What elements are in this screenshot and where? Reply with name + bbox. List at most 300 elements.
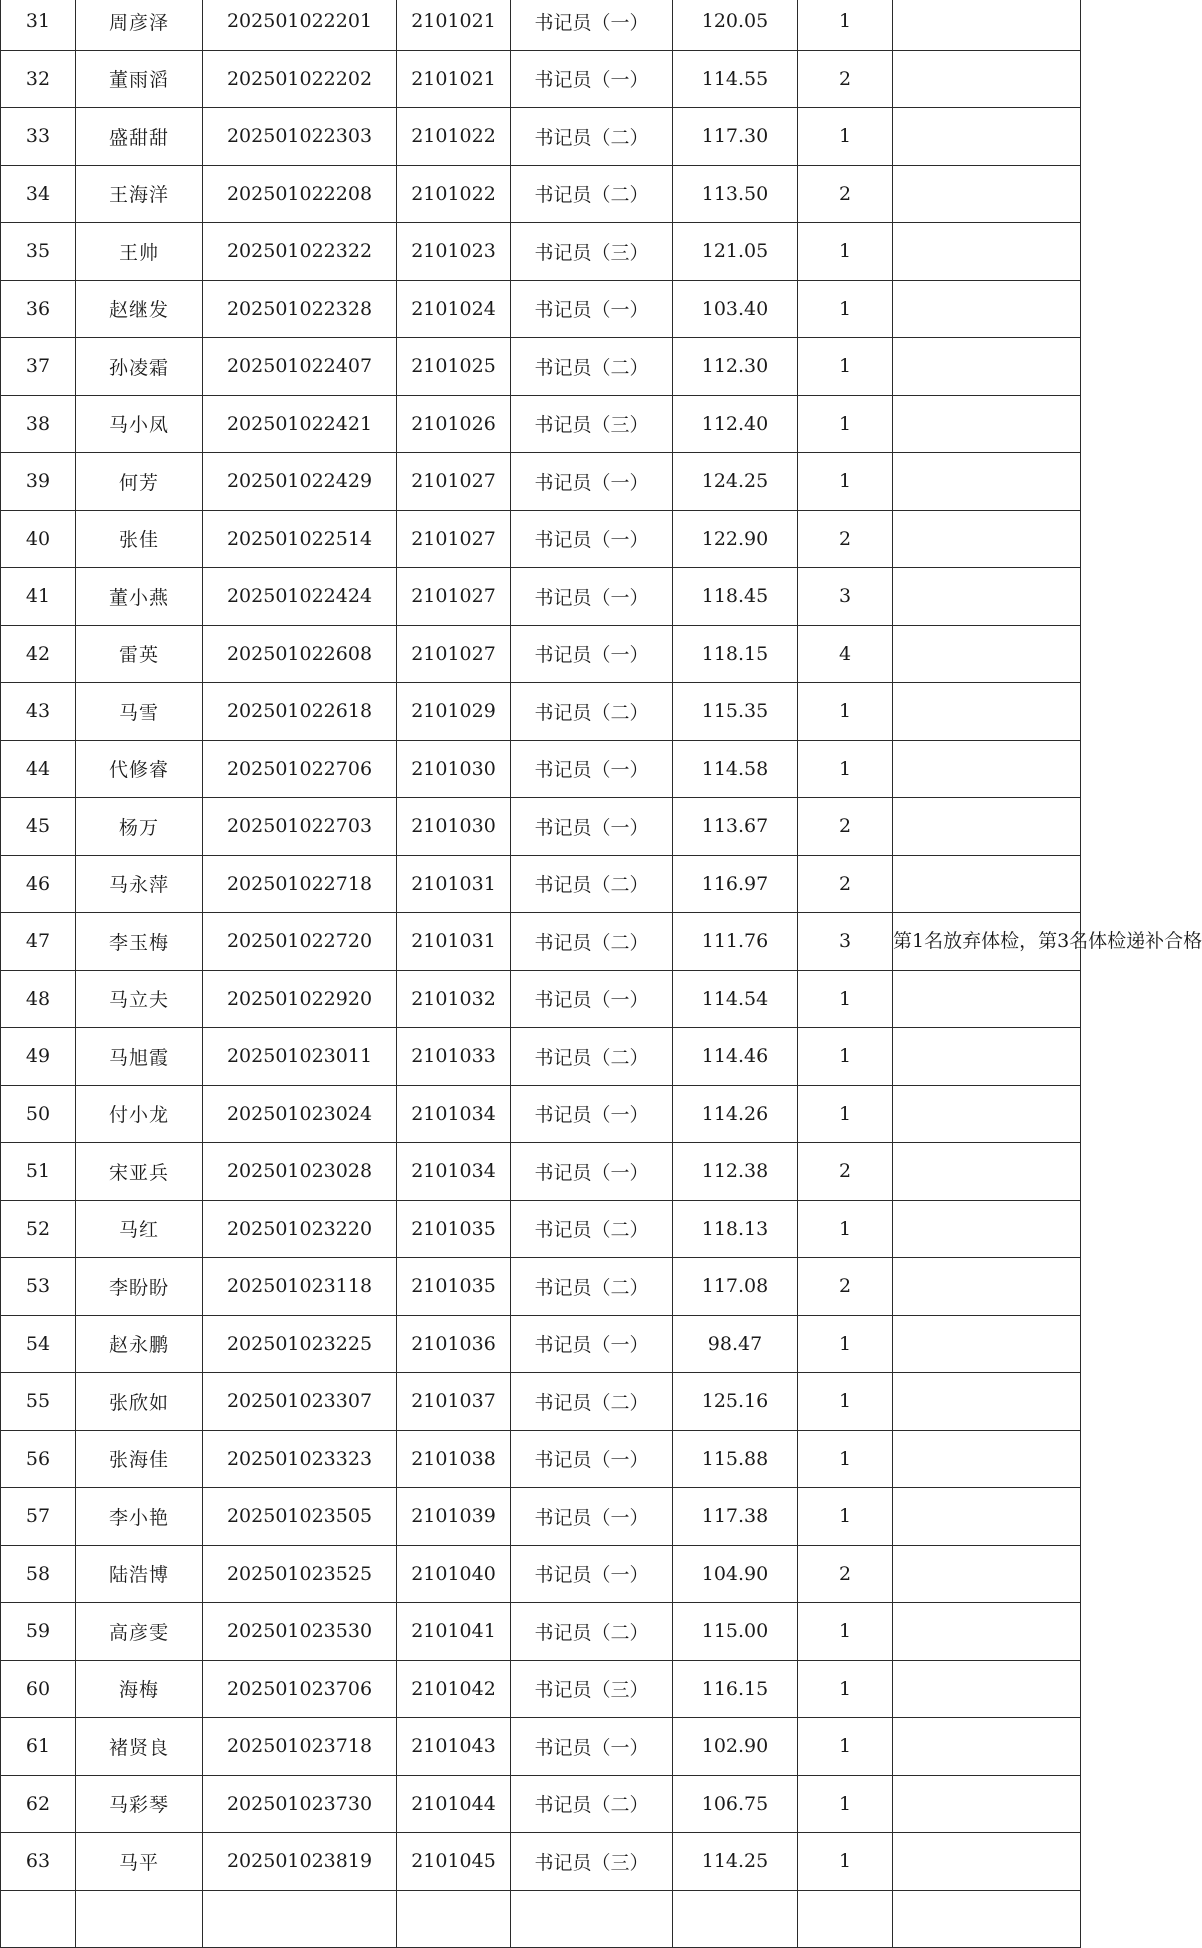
post-name-cell: 书记员（一） xyxy=(511,1143,673,1201)
total-score-cell: 103.40 xyxy=(673,280,798,338)
serial-number-cell: 31 xyxy=(1,0,76,50)
exam-id-cell: 202501022720 xyxy=(203,913,397,971)
rank-cell: 1 xyxy=(798,1603,893,1661)
post-name-cell: 书记员（三） xyxy=(511,223,673,281)
table-row xyxy=(1,1143,1081,1201)
serial-number-cell: 60 xyxy=(1,1660,76,1718)
post-name-cell: 书记员（三） xyxy=(511,1833,673,1891)
post-code-cell: 2101027 xyxy=(397,625,511,683)
post-code-cell: 2101023 xyxy=(397,223,511,281)
remark-cell xyxy=(893,855,1081,913)
total-score-cell: 118.15 xyxy=(673,625,798,683)
table-row xyxy=(1,1718,1081,1776)
candidate-name-cell: 马立夫 xyxy=(76,970,203,1028)
serial-number-cell: 57 xyxy=(1,1488,76,1546)
candidate-name-cell: 马旭霞 xyxy=(76,1028,203,1086)
serial-number-cell: 59 xyxy=(1,1603,76,1661)
rank-cell: 2 xyxy=(798,855,893,913)
remark-cell xyxy=(893,625,1081,683)
post-name-cell: 书记员（一） xyxy=(511,50,673,108)
remark-cell xyxy=(893,1660,1081,1718)
serial-number-cell: 43 xyxy=(1,683,76,741)
post-code-cell: 2101035 xyxy=(397,1258,511,1316)
total-score-cell: 112.38 xyxy=(673,1143,798,1201)
exam-id-cell: 202501023028 xyxy=(203,1143,397,1201)
exam-id-cell: 202501022920 xyxy=(203,970,397,1028)
rank-cell: 1 xyxy=(798,395,893,453)
serial-number-cell: 36 xyxy=(1,280,76,338)
post-name-cell-empty xyxy=(511,1890,673,1947)
table-row xyxy=(1,395,1081,453)
candidate-name-cell: 代修睿 xyxy=(76,740,203,798)
post-name-cell: 书记员（一） xyxy=(511,0,673,50)
table-row xyxy=(1,1660,1081,1718)
post-code-cell: 2101032 xyxy=(397,970,511,1028)
serial-number-cell: 33 xyxy=(1,108,76,166)
rank-cell: 1 xyxy=(798,683,893,741)
candidate-name-cell: 海梅 xyxy=(76,1660,203,1718)
remark-cell xyxy=(893,1085,1081,1143)
exam-id-cell: 202501022424 xyxy=(203,568,397,626)
exam-id-cell: 202501023024 xyxy=(203,1085,397,1143)
rank-cell: 1 xyxy=(798,740,893,798)
exam-id-cell-empty xyxy=(203,1890,397,1947)
exam-id-cell: 202501023220 xyxy=(203,1200,397,1258)
candidate-name-cell: 张欣如 xyxy=(76,1373,203,1431)
rank-cell: 1 xyxy=(798,108,893,166)
remark-cell: 第1名放弃体检，第3名体检递补合格 xyxy=(893,913,1081,971)
rank-cell: 1 xyxy=(798,1488,893,1546)
exam-id-cell: 202501022407 xyxy=(203,338,397,396)
post-name-cell: 书记员（二） xyxy=(511,108,673,166)
table-row xyxy=(1,683,1081,741)
post-name-cell: 书记员（二） xyxy=(511,1603,673,1661)
total-score-cell: 113.67 xyxy=(673,798,798,856)
candidate-name-cell: 雷英 xyxy=(76,625,203,683)
candidate-name-cell: 马红 xyxy=(76,1200,203,1258)
exam-id-cell: 202501022328 xyxy=(203,280,397,338)
post-code-cell: 2101033 xyxy=(397,1028,511,1086)
rank-cell: 1 xyxy=(798,1200,893,1258)
post-code-cell-empty xyxy=(397,1890,511,1947)
exam-id-cell: 202501022703 xyxy=(203,798,397,856)
post-code-cell: 2101038 xyxy=(397,1430,511,1488)
table-row xyxy=(1,1258,1081,1316)
rank-cell: 2 xyxy=(798,1258,893,1316)
remark-cell xyxy=(893,510,1081,568)
total-score-cell: 114.58 xyxy=(673,740,798,798)
exam-id-cell: 202501022202 xyxy=(203,50,397,108)
rank-cell: 2 xyxy=(798,1143,893,1201)
total-score-cell: 114.26 xyxy=(673,1085,798,1143)
post-code-cell: 2101036 xyxy=(397,1315,511,1373)
exam-id-cell: 202501022718 xyxy=(203,855,397,913)
remark-cell xyxy=(893,395,1081,453)
table-row xyxy=(1,1545,1081,1603)
post-code-cell: 2101027 xyxy=(397,453,511,511)
candidate-name-cell: 张海佳 xyxy=(76,1430,203,1488)
total-score-cell: 120.05 xyxy=(673,0,798,50)
serial-number-cell: 44 xyxy=(1,740,76,798)
rank-cell-empty xyxy=(798,1890,893,1947)
post-name-cell: 书记员（二） xyxy=(511,338,673,396)
post-code-cell: 2101034 xyxy=(397,1143,511,1201)
candidate-name-cell-empty xyxy=(76,1890,203,1947)
post-name-cell: 书记员（二） xyxy=(511,683,673,741)
post-name-cell: 书记员（一） xyxy=(511,1430,673,1488)
serial-number-cell: 51 xyxy=(1,1143,76,1201)
post-code-cell: 2101034 xyxy=(397,1085,511,1143)
exam-id-cell: 202501022201 xyxy=(203,0,397,50)
remark-cell xyxy=(893,1545,1081,1603)
rank-cell: 2 xyxy=(798,510,893,568)
serial-number-cell: 62 xyxy=(1,1775,76,1833)
post-name-cell: 书记员（一） xyxy=(511,798,673,856)
total-score-cell: 117.08 xyxy=(673,1258,798,1316)
total-score-cell: 113.50 xyxy=(673,165,798,223)
exam-id-cell: 202501023819 xyxy=(203,1833,397,1891)
exam-id-cell: 202501022429 xyxy=(203,453,397,511)
candidate-name-cell: 张佳 xyxy=(76,510,203,568)
post-code-cell: 2101022 xyxy=(397,108,511,166)
table-row xyxy=(1,1488,1081,1546)
total-score-cell: 111.76 xyxy=(673,913,798,971)
serial-number-cell: 48 xyxy=(1,970,76,1028)
total-score-cell: 114.55 xyxy=(673,50,798,108)
exam-id-cell: 202501022322 xyxy=(203,223,397,281)
total-score-cell: 114.54 xyxy=(673,970,798,1028)
serial-number-cell: 32 xyxy=(1,50,76,108)
post-name-cell: 书记员（二） xyxy=(511,165,673,223)
remark-cell xyxy=(893,280,1081,338)
serial-number-cell: 55 xyxy=(1,1373,76,1431)
table-row xyxy=(1,50,1081,108)
post-name-cell: 书记员（三） xyxy=(511,1660,673,1718)
total-score-cell: 112.30 xyxy=(673,338,798,396)
remark-cell xyxy=(893,1143,1081,1201)
remark-cell xyxy=(893,798,1081,856)
post-code-cell: 2101030 xyxy=(397,798,511,856)
table-row xyxy=(1,0,1081,50)
post-code-cell: 2101021 xyxy=(397,50,511,108)
serial-number-cell: 49 xyxy=(1,1028,76,1086)
post-code-cell: 2101037 xyxy=(397,1373,511,1431)
candidate-name-cell: 王帅 xyxy=(76,223,203,281)
exam-id-cell: 202501022303 xyxy=(203,108,397,166)
post-code-cell: 2101022 xyxy=(397,165,511,223)
post-name-cell: 书记员（二） xyxy=(511,1258,673,1316)
remark-cell xyxy=(893,1833,1081,1891)
post-code-cell: 2101045 xyxy=(397,1833,511,1891)
total-score-cell: 112.40 xyxy=(673,395,798,453)
remark-cell xyxy=(893,1488,1081,1546)
post-name-cell: 书记员（二） xyxy=(511,855,673,913)
post-code-cell: 2101024 xyxy=(397,280,511,338)
post-name-cell: 书记员（一） xyxy=(511,1085,673,1143)
serial-number-cell-empty xyxy=(1,1890,76,1947)
serial-number-cell: 63 xyxy=(1,1833,76,1891)
exam-id-cell: 202501023530 xyxy=(203,1603,397,1661)
total-score-cell: 116.15 xyxy=(673,1660,798,1718)
total-score-cell-empty xyxy=(673,1890,798,1947)
total-score-cell: 125.16 xyxy=(673,1373,798,1431)
post-code-cell: 2101027 xyxy=(397,568,511,626)
candidate-name-cell: 李小艳 xyxy=(76,1488,203,1546)
remark-cell-empty xyxy=(893,1890,1081,1947)
table-row xyxy=(1,280,1081,338)
exam-id-cell: 202501023118 xyxy=(203,1258,397,1316)
candidate-name-cell: 周彦泽 xyxy=(76,0,203,50)
exam-id-cell: 202501023011 xyxy=(203,1028,397,1086)
post-code-cell: 2101040 xyxy=(397,1545,511,1603)
exam-id-cell: 202501023307 xyxy=(203,1373,397,1431)
post-name-cell: 书记员（一） xyxy=(511,970,673,1028)
serial-number-cell: 54 xyxy=(1,1315,76,1373)
table-row xyxy=(1,1833,1081,1891)
total-score-cell: 114.46 xyxy=(673,1028,798,1086)
total-score-cell: 98.47 xyxy=(673,1315,798,1373)
exam-id-cell: 202501022421 xyxy=(203,395,397,453)
rank-cell: 1 xyxy=(798,1085,893,1143)
remark-cell xyxy=(893,108,1081,166)
post-name-cell: 书记员（一） xyxy=(511,568,673,626)
remark-cell xyxy=(893,1028,1081,1086)
rank-cell: 4 xyxy=(798,625,893,683)
table-row xyxy=(1,510,1081,568)
total-score-cell: 118.13 xyxy=(673,1200,798,1258)
candidate-name-cell: 宋亚兵 xyxy=(76,1143,203,1201)
candidate-name-cell: 盛甜甜 xyxy=(76,108,203,166)
table-row xyxy=(1,1373,1081,1431)
exam-id-cell: 202501022608 xyxy=(203,625,397,683)
serial-number-cell: 38 xyxy=(1,395,76,453)
candidate-name-cell: 李盼盼 xyxy=(76,1258,203,1316)
remark-cell xyxy=(893,1258,1081,1316)
total-score-cell: 122.90 xyxy=(673,510,798,568)
remark-cell xyxy=(893,223,1081,281)
rank-cell: 1 xyxy=(798,1430,893,1488)
table-row xyxy=(1,855,1081,913)
exam-id-cell: 202501022706 xyxy=(203,740,397,798)
remark-cell xyxy=(893,0,1081,50)
remark-cell xyxy=(893,1373,1081,1431)
remark-cell xyxy=(893,453,1081,511)
post-code-cell: 2101031 xyxy=(397,855,511,913)
post-code-cell: 2101039 xyxy=(397,1488,511,1546)
total-score-cell: 115.00 xyxy=(673,1603,798,1661)
post-code-cell: 2101030 xyxy=(397,740,511,798)
exam-id-cell: 202501023718 xyxy=(203,1718,397,1776)
candidate-name-cell: 赵永鹏 xyxy=(76,1315,203,1373)
candidate-name-cell: 董雨滔 xyxy=(76,50,203,108)
exam-id-cell: 202501023706 xyxy=(203,1660,397,1718)
remark-cell xyxy=(893,50,1081,108)
rank-cell: 2 xyxy=(798,50,893,108)
post-code-cell: 2101026 xyxy=(397,395,511,453)
rank-cell: 3 xyxy=(798,913,893,971)
post-code-cell: 2101031 xyxy=(397,913,511,971)
rank-cell: 1 xyxy=(798,453,893,511)
total-score-cell: 116.97 xyxy=(673,855,798,913)
total-score-cell: 115.35 xyxy=(673,683,798,741)
post-code-cell: 2101042 xyxy=(397,1660,511,1718)
serial-number-cell: 37 xyxy=(1,338,76,396)
post-code-cell: 2101035 xyxy=(397,1200,511,1258)
post-name-cell: 书记员（一） xyxy=(511,510,673,568)
rank-cell: 1 xyxy=(798,1718,893,1776)
exam-id-cell: 202501022618 xyxy=(203,683,397,741)
candidate-name-cell: 李玉梅 xyxy=(76,913,203,971)
remark-cell xyxy=(893,1315,1081,1373)
serial-number-cell: 61 xyxy=(1,1718,76,1776)
serial-number-cell: 34 xyxy=(1,165,76,223)
post-code-cell: 2101029 xyxy=(397,683,511,741)
post-name-cell: 书记员（一） xyxy=(511,1315,673,1373)
total-score-cell: 117.38 xyxy=(673,1488,798,1546)
total-score-cell: 114.25 xyxy=(673,1833,798,1891)
serial-number-cell: 39 xyxy=(1,453,76,511)
remark-cell xyxy=(893,338,1081,396)
candidate-name-cell: 高彦雯 xyxy=(76,1603,203,1661)
candidate-name-cell: 杨万 xyxy=(76,798,203,856)
remark-cell xyxy=(893,165,1081,223)
post-code-cell: 2101041 xyxy=(397,1603,511,1661)
serial-number-cell: 40 xyxy=(1,510,76,568)
candidate-name-cell: 董小燕 xyxy=(76,568,203,626)
table-row xyxy=(1,1200,1081,1258)
rank-cell: 2 xyxy=(798,1545,893,1603)
post-code-cell: 2101043 xyxy=(397,1718,511,1776)
serial-number-cell: 52 xyxy=(1,1200,76,1258)
remark-cell xyxy=(893,1775,1081,1833)
total-score-cell: 115.88 xyxy=(673,1430,798,1488)
candidate-name-cell: 付小龙 xyxy=(76,1085,203,1143)
serial-number-cell: 41 xyxy=(1,568,76,626)
table-row xyxy=(1,338,1081,396)
remark-cell xyxy=(893,568,1081,626)
total-score-cell: 121.05 xyxy=(673,223,798,281)
table-row xyxy=(1,740,1081,798)
candidate-name-cell: 马永萍 xyxy=(76,855,203,913)
rank-cell: 1 xyxy=(798,970,893,1028)
post-name-cell: 书记员（三） xyxy=(511,395,673,453)
rank-cell: 1 xyxy=(798,1028,893,1086)
rank-cell: 1 xyxy=(798,280,893,338)
remark-cell xyxy=(893,683,1081,741)
candidate-name-cell: 马小凤 xyxy=(76,395,203,453)
candidate-name-cell: 褚贤良 xyxy=(76,1718,203,1776)
rank-cell: 3 xyxy=(798,568,893,626)
serial-number-cell: 42 xyxy=(1,625,76,683)
table-row xyxy=(1,1028,1081,1086)
post-name-cell: 书记员（一） xyxy=(511,625,673,683)
post-name-cell: 书记员（二） xyxy=(511,1028,673,1086)
rank-cell: 1 xyxy=(798,1775,893,1833)
rank-cell: 1 xyxy=(798,1315,893,1373)
total-score-cell: 118.45 xyxy=(673,568,798,626)
post-name-cell: 书记员（一） xyxy=(511,740,673,798)
post-name-cell: 书记员（一） xyxy=(511,1545,673,1603)
remark-cell xyxy=(893,1603,1081,1661)
remark-cell xyxy=(893,740,1081,798)
exam-id-cell: 202501022208 xyxy=(203,165,397,223)
table-row xyxy=(1,970,1081,1028)
table-row xyxy=(1,223,1081,281)
rank-cell: 2 xyxy=(798,798,893,856)
table-row xyxy=(1,453,1081,511)
serial-number-cell: 58 xyxy=(1,1545,76,1603)
total-score-cell: 117.30 xyxy=(673,108,798,166)
candidate-name-cell: 何芳 xyxy=(76,453,203,511)
exam-id-cell: 202501023225 xyxy=(203,1315,397,1373)
exam-id-cell: 202501023730 xyxy=(203,1775,397,1833)
serial-number-cell: 56 xyxy=(1,1430,76,1488)
post-name-cell: 书记员（一） xyxy=(511,1488,673,1546)
table-row xyxy=(1,1775,1081,1833)
serial-number-cell: 50 xyxy=(1,1085,76,1143)
remark-cell xyxy=(893,970,1081,1028)
rank-cell: 1 xyxy=(798,1660,893,1718)
exam-id-cell: 202501023505 xyxy=(203,1488,397,1546)
table-row xyxy=(1,798,1081,856)
remark-cell xyxy=(893,1430,1081,1488)
remark-cell xyxy=(893,1200,1081,1258)
table-row xyxy=(1,568,1081,626)
serial-number-cell: 35 xyxy=(1,223,76,281)
total-score-cell: 102.90 xyxy=(673,1718,798,1776)
post-code-cell: 2101027 xyxy=(397,510,511,568)
candidate-name-cell: 马彩琴 xyxy=(76,1775,203,1833)
table-row xyxy=(1,1430,1081,1488)
table-row xyxy=(1,1315,1081,1373)
post-code-cell: 2101021 xyxy=(397,0,511,50)
candidate-name-cell: 孙凌霜 xyxy=(76,338,203,396)
total-score-cell: 106.75 xyxy=(673,1775,798,1833)
rank-cell: 1 xyxy=(798,1833,893,1891)
table-row xyxy=(1,165,1081,223)
rank-cell: 2 xyxy=(798,165,893,223)
rank-cell: 1 xyxy=(798,338,893,396)
total-score-cell: 104.90 xyxy=(673,1545,798,1603)
post-name-cell: 书记员（二） xyxy=(511,1775,673,1833)
post-name-cell: 书记员（二） xyxy=(511,1373,673,1431)
post-name-cell: 书记员（一） xyxy=(511,453,673,511)
total-score-cell: 124.25 xyxy=(673,453,798,511)
post-name-cell: 书记员（二） xyxy=(511,1200,673,1258)
table-row xyxy=(1,913,1081,971)
rank-cell: 1 xyxy=(798,0,893,50)
serial-number-cell: 47 xyxy=(1,913,76,971)
table-body xyxy=(1,0,1202,1947)
serial-number-cell: 45 xyxy=(1,798,76,856)
post-name-cell: 书记员（一） xyxy=(511,280,673,338)
candidate-name-cell: 马平 xyxy=(76,1833,203,1891)
table-row xyxy=(1,1085,1081,1143)
rank-cell: 1 xyxy=(798,1373,893,1431)
remark-cell xyxy=(893,1718,1081,1776)
candidate-name-cell: 赵继发 xyxy=(76,280,203,338)
rank-cell: 1 xyxy=(798,223,893,281)
candidate-name-cell: 马雪 xyxy=(76,683,203,741)
candidate-name-cell: 王海洋 xyxy=(76,165,203,223)
exam-id-cell: 202501022514 xyxy=(203,510,397,568)
candidate-name-cell: 陆浩博 xyxy=(76,1545,203,1603)
table-row xyxy=(1,1603,1081,1661)
table-row-partial xyxy=(1,1890,1081,1947)
serial-number-cell: 53 xyxy=(1,1258,76,1316)
exam-id-cell: 202501023323 xyxy=(203,1430,397,1488)
table-row xyxy=(1,108,1081,166)
